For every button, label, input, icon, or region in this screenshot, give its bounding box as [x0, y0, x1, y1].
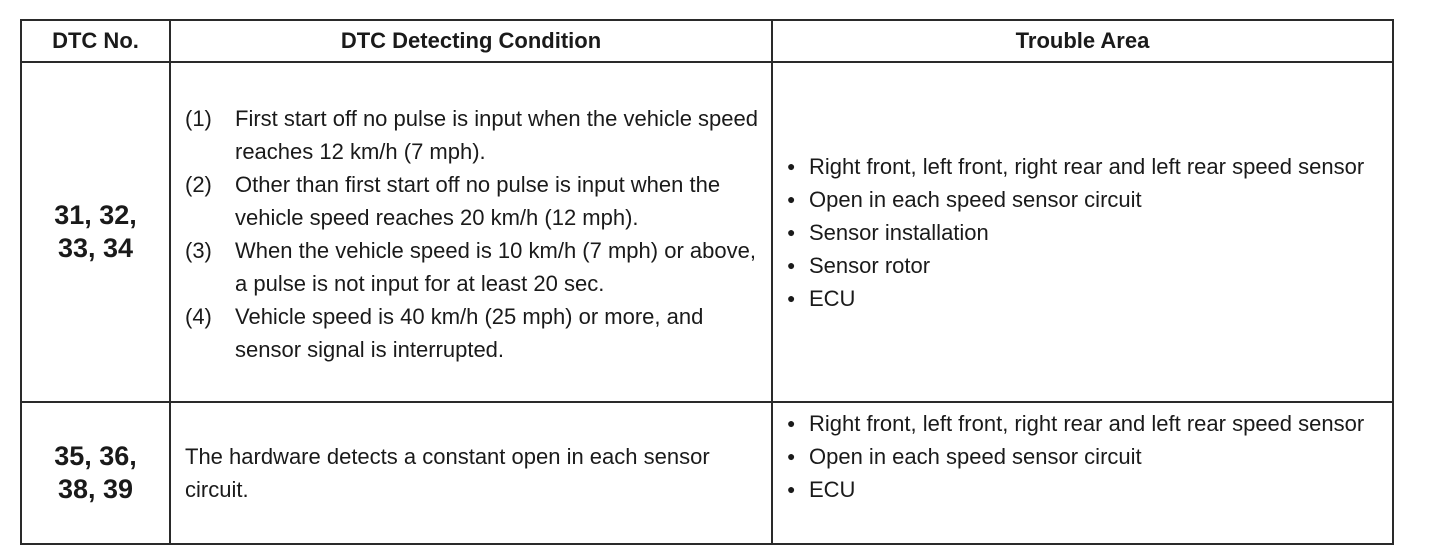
dtc-code-line: 35, 36,	[54, 441, 137, 471]
dtc-code-line: 38, 39	[57, 474, 134, 504]
bullet-dot-icon: ●	[787, 481, 796, 497]
list-item	[787, 249, 1382, 282]
condition-item	[185, 300, 761, 366]
trouble-area-list	[787, 150, 1382, 315]
detecting-condition-cell	[170, 402, 772, 544]
condition-text: Vehicle speed is 40 km/h (25 mph) or more, and sensor signal is interrupted.	[235, 303, 704, 362]
detecting-condition-cell	[170, 62, 772, 402]
trouble-area-text: Right front, left front, right rear and left rear speed sensor	[809, 411, 1365, 436]
trouble-area-cell	[772, 62, 1393, 402]
trouble-area-list	[787, 407, 1382, 506]
table-row	[21, 62, 1393, 402]
list-item	[787, 150, 1382, 183]
condition-number: (1)	[185, 105, 212, 131]
trouble-area-text: Sensor rotor	[809, 252, 931, 278]
dtc-code-cell	[21, 402, 170, 544]
trouble-area-cell	[772, 402, 1393, 544]
dtc-table	[20, 19, 1394, 545]
trouble-area-text: Open in each speed sensor circuit	[809, 444, 1142, 469]
dtc-code-cell	[21, 62, 170, 402]
condition-text: Other than first start off no pulse is input when the vehicle speed reaches 20 km/h (12 mph).	[235, 171, 721, 230]
trouble-area-text: ECU	[809, 477, 856, 502]
condition-text: When the vehicle speed is 10 km/h (7 mph) or above, a pulse is not input for at least 20 sec.	[235, 237, 756, 296]
condition-item	[185, 168, 761, 234]
condition-item	[185, 102, 761, 168]
bullet-dot-icon: ●	[787, 190, 796, 207]
condition-list	[185, 102, 761, 366]
dtc-code-line: 33, 34	[57, 233, 134, 263]
bullet-dot-icon: ●	[787, 448, 796, 464]
condition-number: (4)	[185, 303, 212, 329]
header-detecting-condition: DTC Detecting Condition	[170, 20, 772, 62]
dtc-code-line: 31, 32,	[54, 200, 137, 230]
bullet-dot-icon: ●	[787, 223, 796, 240]
list-item	[787, 282, 1382, 315]
condition-text: First start off no pulse is input when the vehicle speed reaches 12 km/h (7 mph).	[235, 105, 758, 164]
condition-item	[185, 234, 761, 300]
bullet-dot-icon: ●	[787, 256, 796, 273]
condition-number: (3)	[185, 237, 212, 263]
trouble-area-text: Right front, left front, right rear and left rear speed sensor	[809, 153, 1365, 179]
trouble-area-text: ECU	[809, 285, 856, 311]
bullet-dot-icon: ●	[787, 415, 796, 431]
trouble-area-text: Sensor installation	[809, 219, 989, 245]
condition-text: The hardware detects a constant open in each sensor circuit.	[185, 444, 710, 502]
list-item	[787, 216, 1382, 249]
trouble-area-text: Open in each speed sensor circuit	[809, 186, 1142, 212]
list-item	[787, 440, 1382, 473]
header-trouble-area: Trouble Area	[772, 20, 1393, 62]
header-row	[21, 20, 1393, 62]
table-row	[21, 402, 1393, 544]
header-dtc-no: DTC No.	[21, 20, 170, 62]
bullet-dot-icon: ●	[787, 157, 796, 174]
condition-number: (2)	[185, 171, 212, 197]
list-item	[787, 473, 1382, 506]
bullet-dot-icon: ●	[787, 289, 796, 306]
list-item	[787, 407, 1382, 440]
list-item	[787, 183, 1382, 216]
